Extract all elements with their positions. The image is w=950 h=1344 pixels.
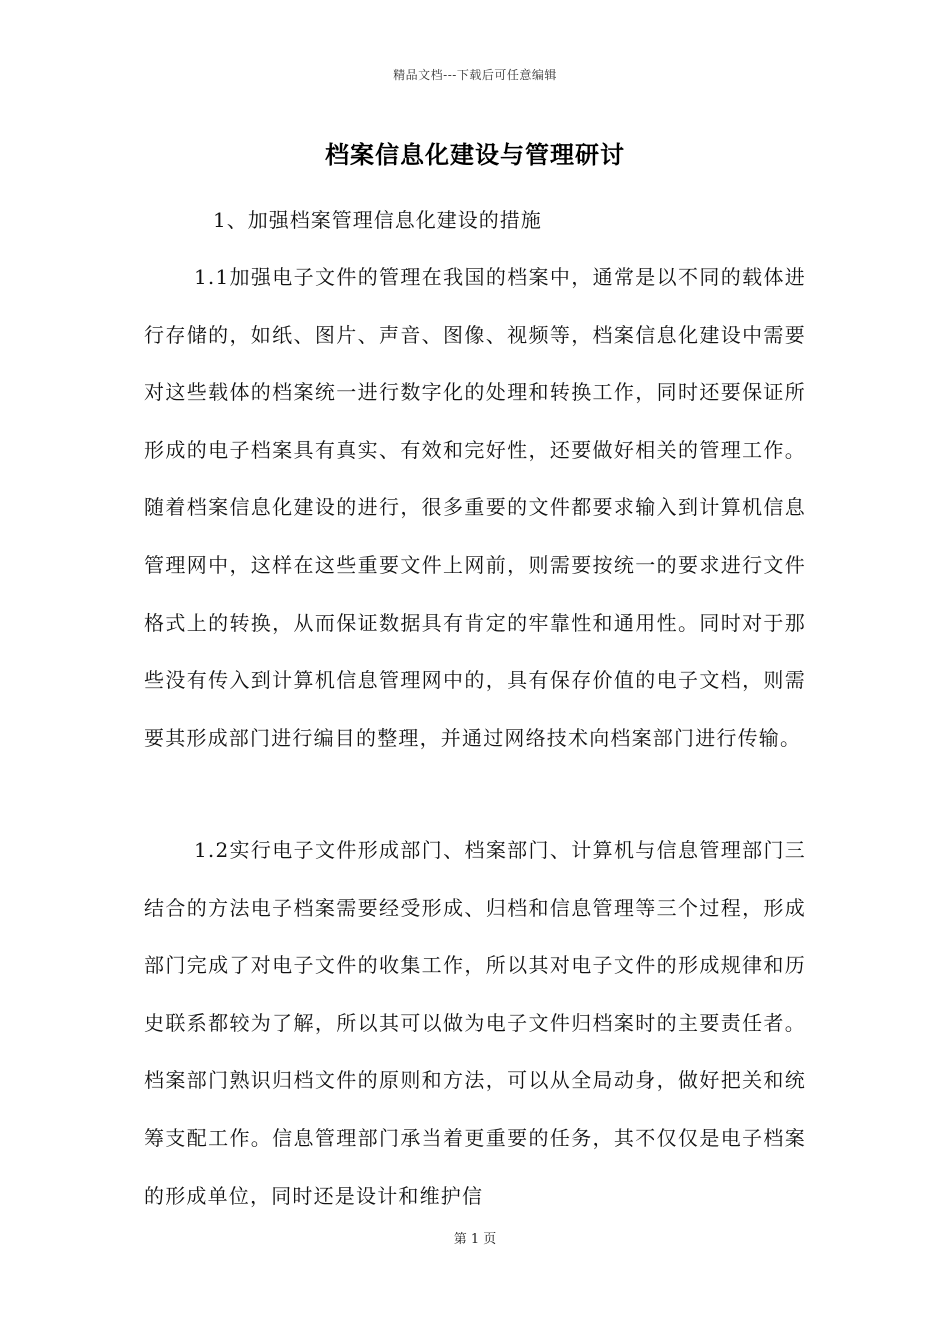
- document-title: 档案信息化建设与管理研讨: [325, 140, 625, 169]
- page-header: 精品文档---下载后可任意编辑: [393, 68, 557, 82]
- paragraph-1-1: 1.1加强电子文件的管理在我国的档案中，通常是以不同的载体进行存储的，如纸、图片、声音、图像、视频等，档案信息化建设中需要对这些载体的档案统一进行数字化的处理和转换工作，同时还要保证所形成的电子档案具有真实、有效和完好性，还要做好相关的管理工作。随着档案信息化建设的进行，很多重要的文件都要求输入到计算机信息管理网中，这样在这些重要文件上网前，则需要按统一的要求进行文件格式上的转换，从而保证数据具有肯定的牢靠性和通用性。同时对于那些没有传入到计算机信息管理网中的，具有保存价值的电子文档，则需要其形成部门进行编目的整理，并通过网络技术向档案部门进行传输。: [144, 265, 806, 750]
- paragraph-1-2: 1.2实行电子文件形成部门、档案部门、计算机与信息管理部门三结合的方法电子档案需要经受形成、归档和信息管理等三个过程，形成部门完成了对电子文件的收集工作，所以其对电子文件的形成规律和历史联系都较为了解，所以其可以做为电子文件归档案时的主要责任者。档案部门熟识归档文件的原则和方法，可以从全局动身，做好把关和统筹支配工作。信息管理部门承当着更重要的任务，其不仅仅是电子档案的形成单位，同时还是设计和维护信: [144, 838, 806, 1208]
- page-footer: 第 1 页: [453, 1232, 497, 1247]
- section-heading: 1、加强档案管理信息化建设的措施: [213, 208, 542, 232]
